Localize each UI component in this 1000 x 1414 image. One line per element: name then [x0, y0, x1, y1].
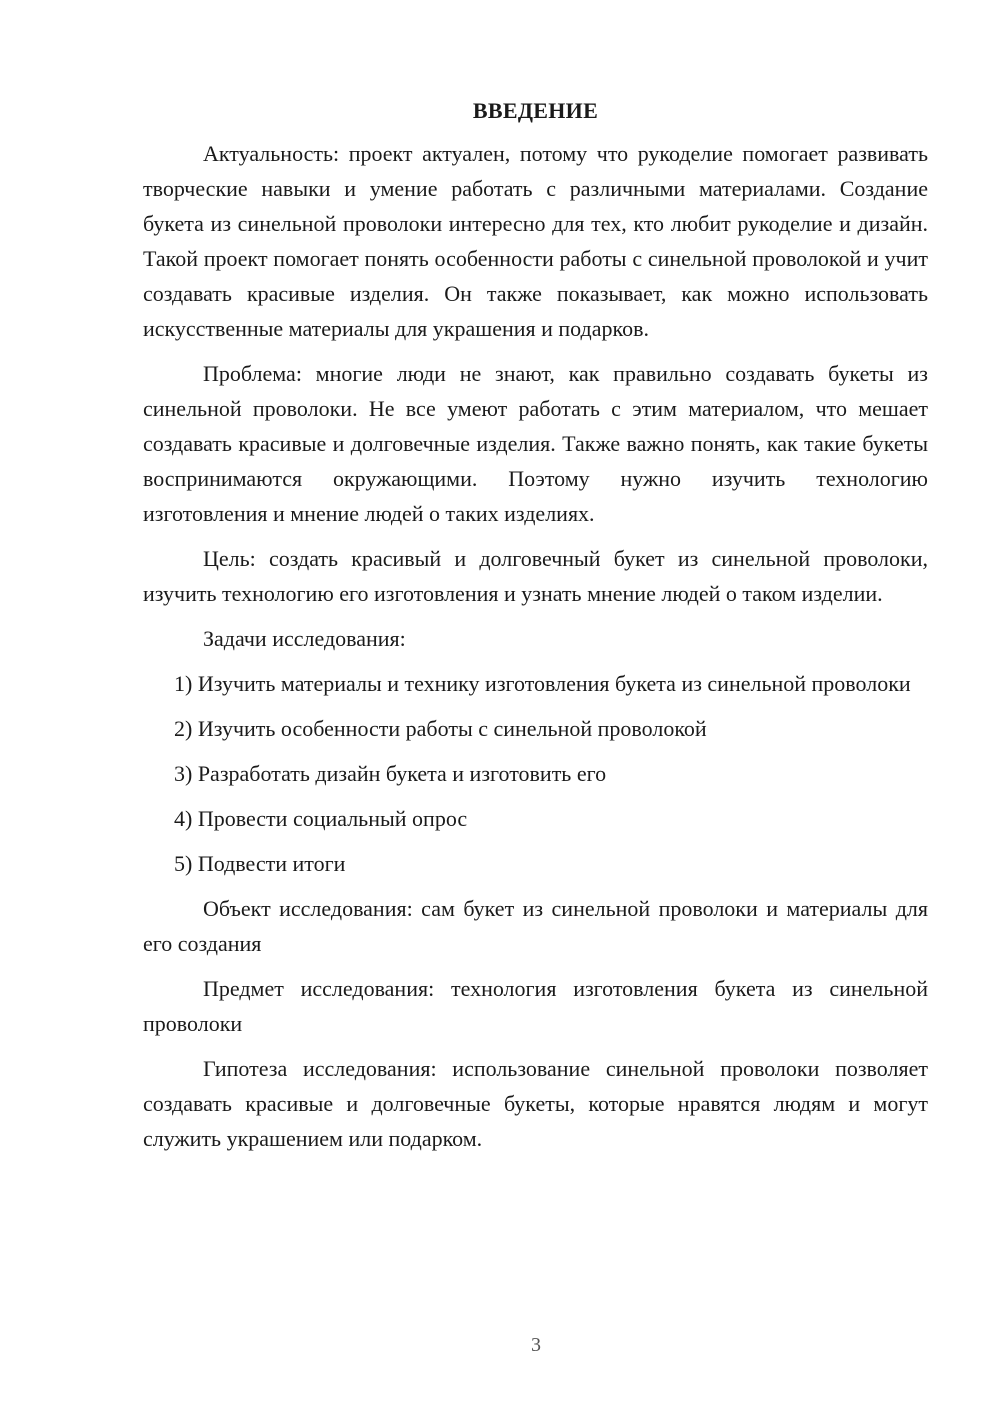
document-page: [143, 96, 928, 1166]
paragraph-relevance: Актуальность: проект актуален, потому что рукоделие помогает развивать творческие навыки и умение работать с различными материалами. Создание букета из синельной проволоки интересно для тех, кто любит рукоделие и дизайн. Такой проект помогает понять особенности работы с синельной проволокой и учит создавать красивые изделия. Он также показывает, как можно использовать искусственные материалы для украшения и подарков.: [143, 141, 928, 341]
paragraph-hypothesis: Гипотеза исследования: использование синельной проволоки позволяет создавать красивые и долговечные букеты, которые нравятся людям и могут служить украшением или подарком.: [143, 1056, 928, 1151]
task-item-4: 4) Провести социальный опрос: [174, 806, 468, 831]
paragraph-goal: Цель: создать красивый и долговечный букет из синельной проволоки, изучить технологию его изготовления и узнать мнение людей о таком изделии.: [143, 546, 928, 606]
section-heading: ВВЕДЕНИЕ: [472, 98, 599, 123]
task-item-3: 3) Разработать дизайн букета и изготовить его: [174, 761, 607, 786]
paragraph-tasks-title: Задачи исследования:: [203, 626, 406, 651]
paragraph-problem: Проблема: многие люди не знают, как правильно создавать букеты из синельной проволоки. Не все умеют работать с этим материалом, что мешает создавать красивые и долговечные изделия. Также важно понять, как такие букеты воспринимаются окружающими. Поэтому нужно изучить технологию изготовления и мнение людей о таких изделиях.: [143, 361, 928, 526]
paragraph-subject: Предмет исследования: технология изготовления букета из синельной проволоки: [143, 976, 928, 1036]
task-item-5: 5) Подвести итоги: [174, 851, 346, 876]
task-item-1: 1) Изучить материалы и технику изготовления букета из синельной проволоки: [174, 671, 911, 696]
paragraph-object: Объект исследования: сам букет из синельной проволоки и материалы для его создания: [143, 896, 928, 956]
page-number: 3: [531, 1334, 541, 1356]
task-item-2: 2) Изучить особенности работы с синельной проволокой: [174, 716, 707, 741]
